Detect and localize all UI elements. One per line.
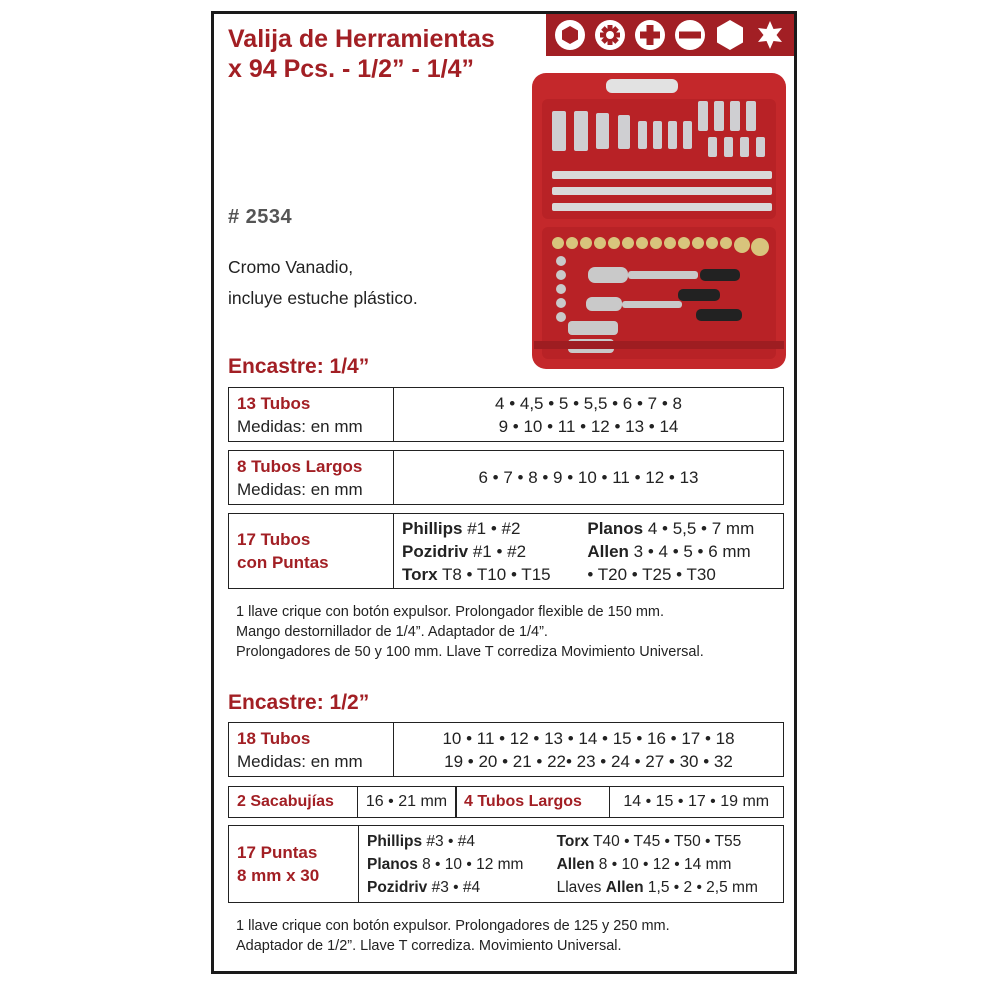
planos-label: Planos [367,855,418,873]
description-line-1: Cromo Vanadio, [228,257,354,277]
row-title-line-2: 8 mm x 30 [237,866,320,885]
torx-value-continued: • T20 • T25 • T30 [587,564,716,584]
product-description [228,252,418,314]
description-line-2: incluye estuche plástico. [228,288,418,308]
note-line-2: Mango destornillador de 1/4”. Adaptador de 1/4”. [236,624,548,640]
allen-value: 8 • 10 • 12 • 14 mm [594,855,732,873]
tubos-largos-value: 14 • 15 • 17 • 19 mm [609,786,785,818]
row-label [229,388,394,441]
pozidriv-label: Pozidriv [402,541,469,561]
phillips-value: #1 • #2 [462,518,521,538]
torx-label: Torx [556,832,590,850]
row-title-line-1: 17 Puntas [237,843,318,862]
half-sacabujias-largos-row [228,786,784,818]
values-line-2: 9 • 10 • 11 • 12 • 13 • 14 [498,416,679,436]
section-heading-quarter: Encastre: 1/4” [228,355,370,378]
sacabujias-value: 16 • 21 mm [357,786,457,818]
allen-label: Allen [587,541,629,561]
pozidriv-value: #3 • #4 [427,878,481,896]
row-title-line-2: con Puntas [237,553,329,572]
row-title-line-1: 17 Tubos [237,530,311,549]
row-label [229,723,394,776]
product-card [211,11,797,974]
pozidriv-label: Pozidriv [367,878,428,896]
sacabujias-label: 2 Sacabujías [228,786,358,818]
torx-value: T40 • T45 • T50 • T55 [589,832,742,850]
row-title: 8 Tubos Largos [237,457,363,476]
hex-head-icon [714,19,746,51]
torx-value: T8 • T10 • T15 [437,564,551,584]
allen-value: 3 • 4 • 5 • 6 mm [628,541,751,561]
values-line-1: 6 • 7 • 8 • 9 • 10 • 11 • 12 • 13 [478,468,699,487]
row-values [394,451,783,504]
note-line-2: Adaptador de 1/2”. Llave T corrediza. Movimiento Universal. [236,938,622,954]
row-title: 13 Tubos [237,394,311,413]
note-line-1: 1 llave crique con botón expulsor. Prolongadores de 125 y 250 mm. [236,918,670,934]
pozidriv-value: #1 • #2 [468,541,527,561]
row-values [394,723,783,776]
tool-case-photo [528,71,790,371]
title-line-1: Valija de Herramientas [228,25,495,53]
row-values [394,514,783,588]
row-values [394,388,783,441]
values-line-2: 19 • 20 • 21 • 22• 23 • 24 • 27 • 30 • 32 [444,751,733,771]
quarter-notes [236,602,704,662]
spline-socket-icon [594,19,626,51]
phillips-label: Phillips [402,518,463,538]
quarter-largos-row [228,450,784,505]
row-title: 18 Tubos [237,729,311,748]
planos-value: 4 • 5,5 • 7 mm [643,518,755,538]
torx-icon [754,19,786,51]
llaves-prefix: Llaves [556,878,606,896]
row-subtitle: Medidas: en mm [237,752,363,771]
phillips-icon [634,19,666,51]
product-title [228,24,495,84]
row-label [229,826,359,902]
note-line-3: Prolongadores de 50 y 100 mm. Llave T corrediza Movimiento Universal. [236,644,704,660]
half-puntas-row [228,825,784,903]
phillips-value: #3 • #4 [422,832,475,850]
values-line-1: 10 • 11 • 12 • 13 • 14 • 15 • 16 • 17 • 18 [442,728,735,748]
values-line-1: 4 • 4,5 • 5 • 5,5 • 6 • 7 • 8 [495,393,682,413]
tubos-largos-label: 4 Tubos Largos [455,786,610,818]
quarter-puntas-row [228,513,784,589]
quarter-tubos-row [228,387,784,442]
section-heading-half: Encastre: 1/2” [228,691,370,714]
tip-type-icons [546,14,794,56]
row-subtitle: Medidas: en mm [237,480,363,499]
row-label [229,451,394,504]
slotted-icon [674,19,706,51]
row-values [359,826,783,902]
product-code: # 2534 [228,206,293,228]
hex-socket-icon [554,19,586,51]
allen-label: Allen [556,855,595,873]
phillips-label: Phillips [367,832,423,850]
note-line-1: 1 llave crique con botón expulsor. Prolongador flexible de 150 mm. [236,604,665,620]
planos-value: 8 • 10 • 12 mm [417,855,524,873]
torx-label: Torx [402,564,438,584]
planos-label: Planos [587,518,644,538]
row-label [229,514,394,588]
title-line-2: x 94 Pcs. - 1/2” - 1/4” [228,55,474,83]
half-tubos-row [228,722,784,777]
llaves-allen-value: 1,5 • 2 • 2,5 mm [643,878,758,896]
half-notes [236,916,670,956]
llaves-allen-label: Allen [605,878,644,896]
row-subtitle: Medidas: en mm [237,417,363,436]
